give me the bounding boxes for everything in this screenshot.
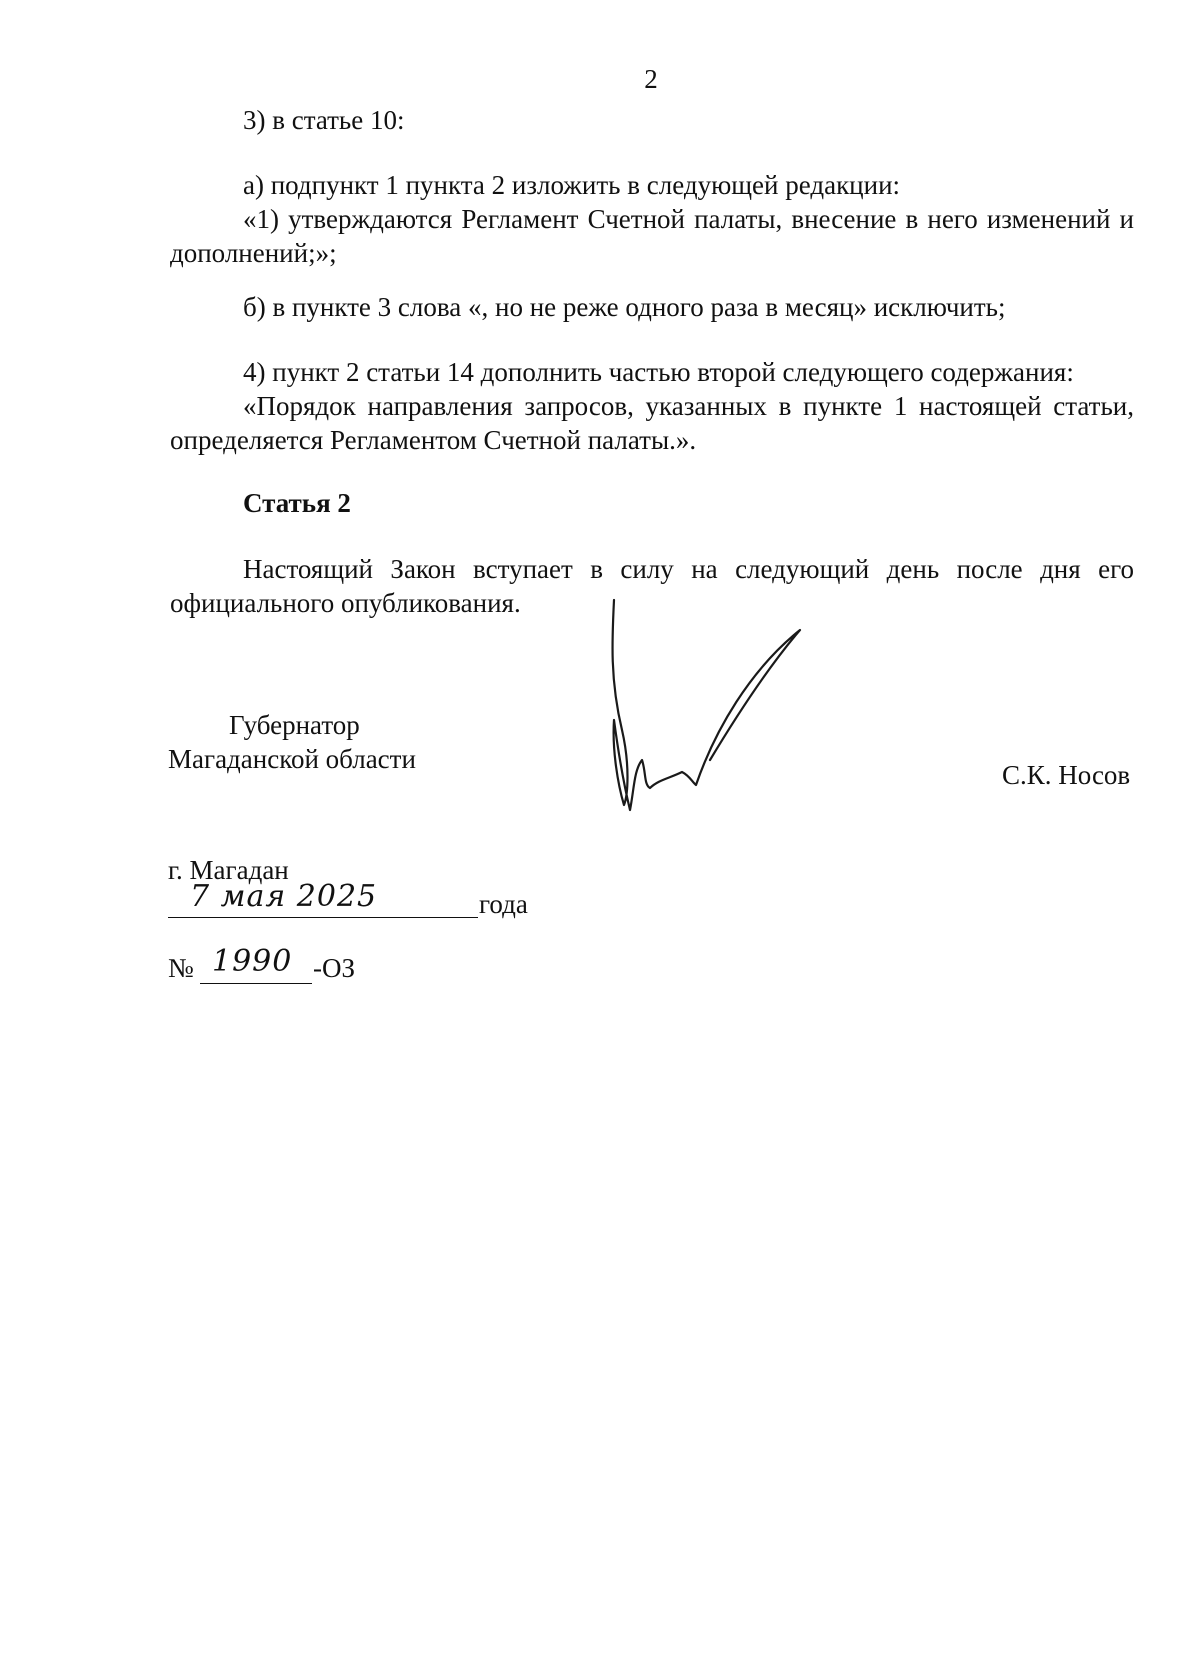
signatory-title-line2: Магаданской области [168,744,416,774]
date-underline [168,917,478,918]
date-handwritten: 7 мая 2025 [190,879,378,914]
number-suffix: -ОЗ [313,953,356,983]
page-number: 2 [644,64,658,94]
item3-intro: 3) в статье 10: [243,105,405,135]
signatory-name: С.К. Носов [1002,760,1131,790]
item3-sub-b: б) в пункте 3 слова «, но не реже одного раза в месяц» исключить; [243,292,1006,322]
article2-text: Настоящий Закон вступает в силу на следующий день после дня его официального опубликования. [170,554,1134,618]
number-prefix: № [168,953,194,983]
item4-line: 4) пункт 2 статьи 14 дополнить частью второй следующего содержания: [243,357,1074,387]
article2-heading: Статья 2 [243,488,351,518]
item4-quote: «Порядок направления запросов, указанных в пункте 1 настоящей статьи, определяется Регламентом Счетной палаты.». [170,391,1134,455]
number-handwritten: 1990 [212,944,293,979]
date-suffix: года [479,889,528,919]
item3-sub-a: а) подпункт 1 пункта 2 изложить в следующей редакции: [243,170,901,200]
item3-sub-a-quote: «1) утверждаются Регламент Счетной палаты, внесение в него изменений и дополнений;»; [170,204,1134,268]
number-underline [200,983,312,984]
signatory-title-line1: Губернатор [229,710,360,740]
city-label: г. Магадан [168,855,289,885]
signature-image [600,600,830,830]
